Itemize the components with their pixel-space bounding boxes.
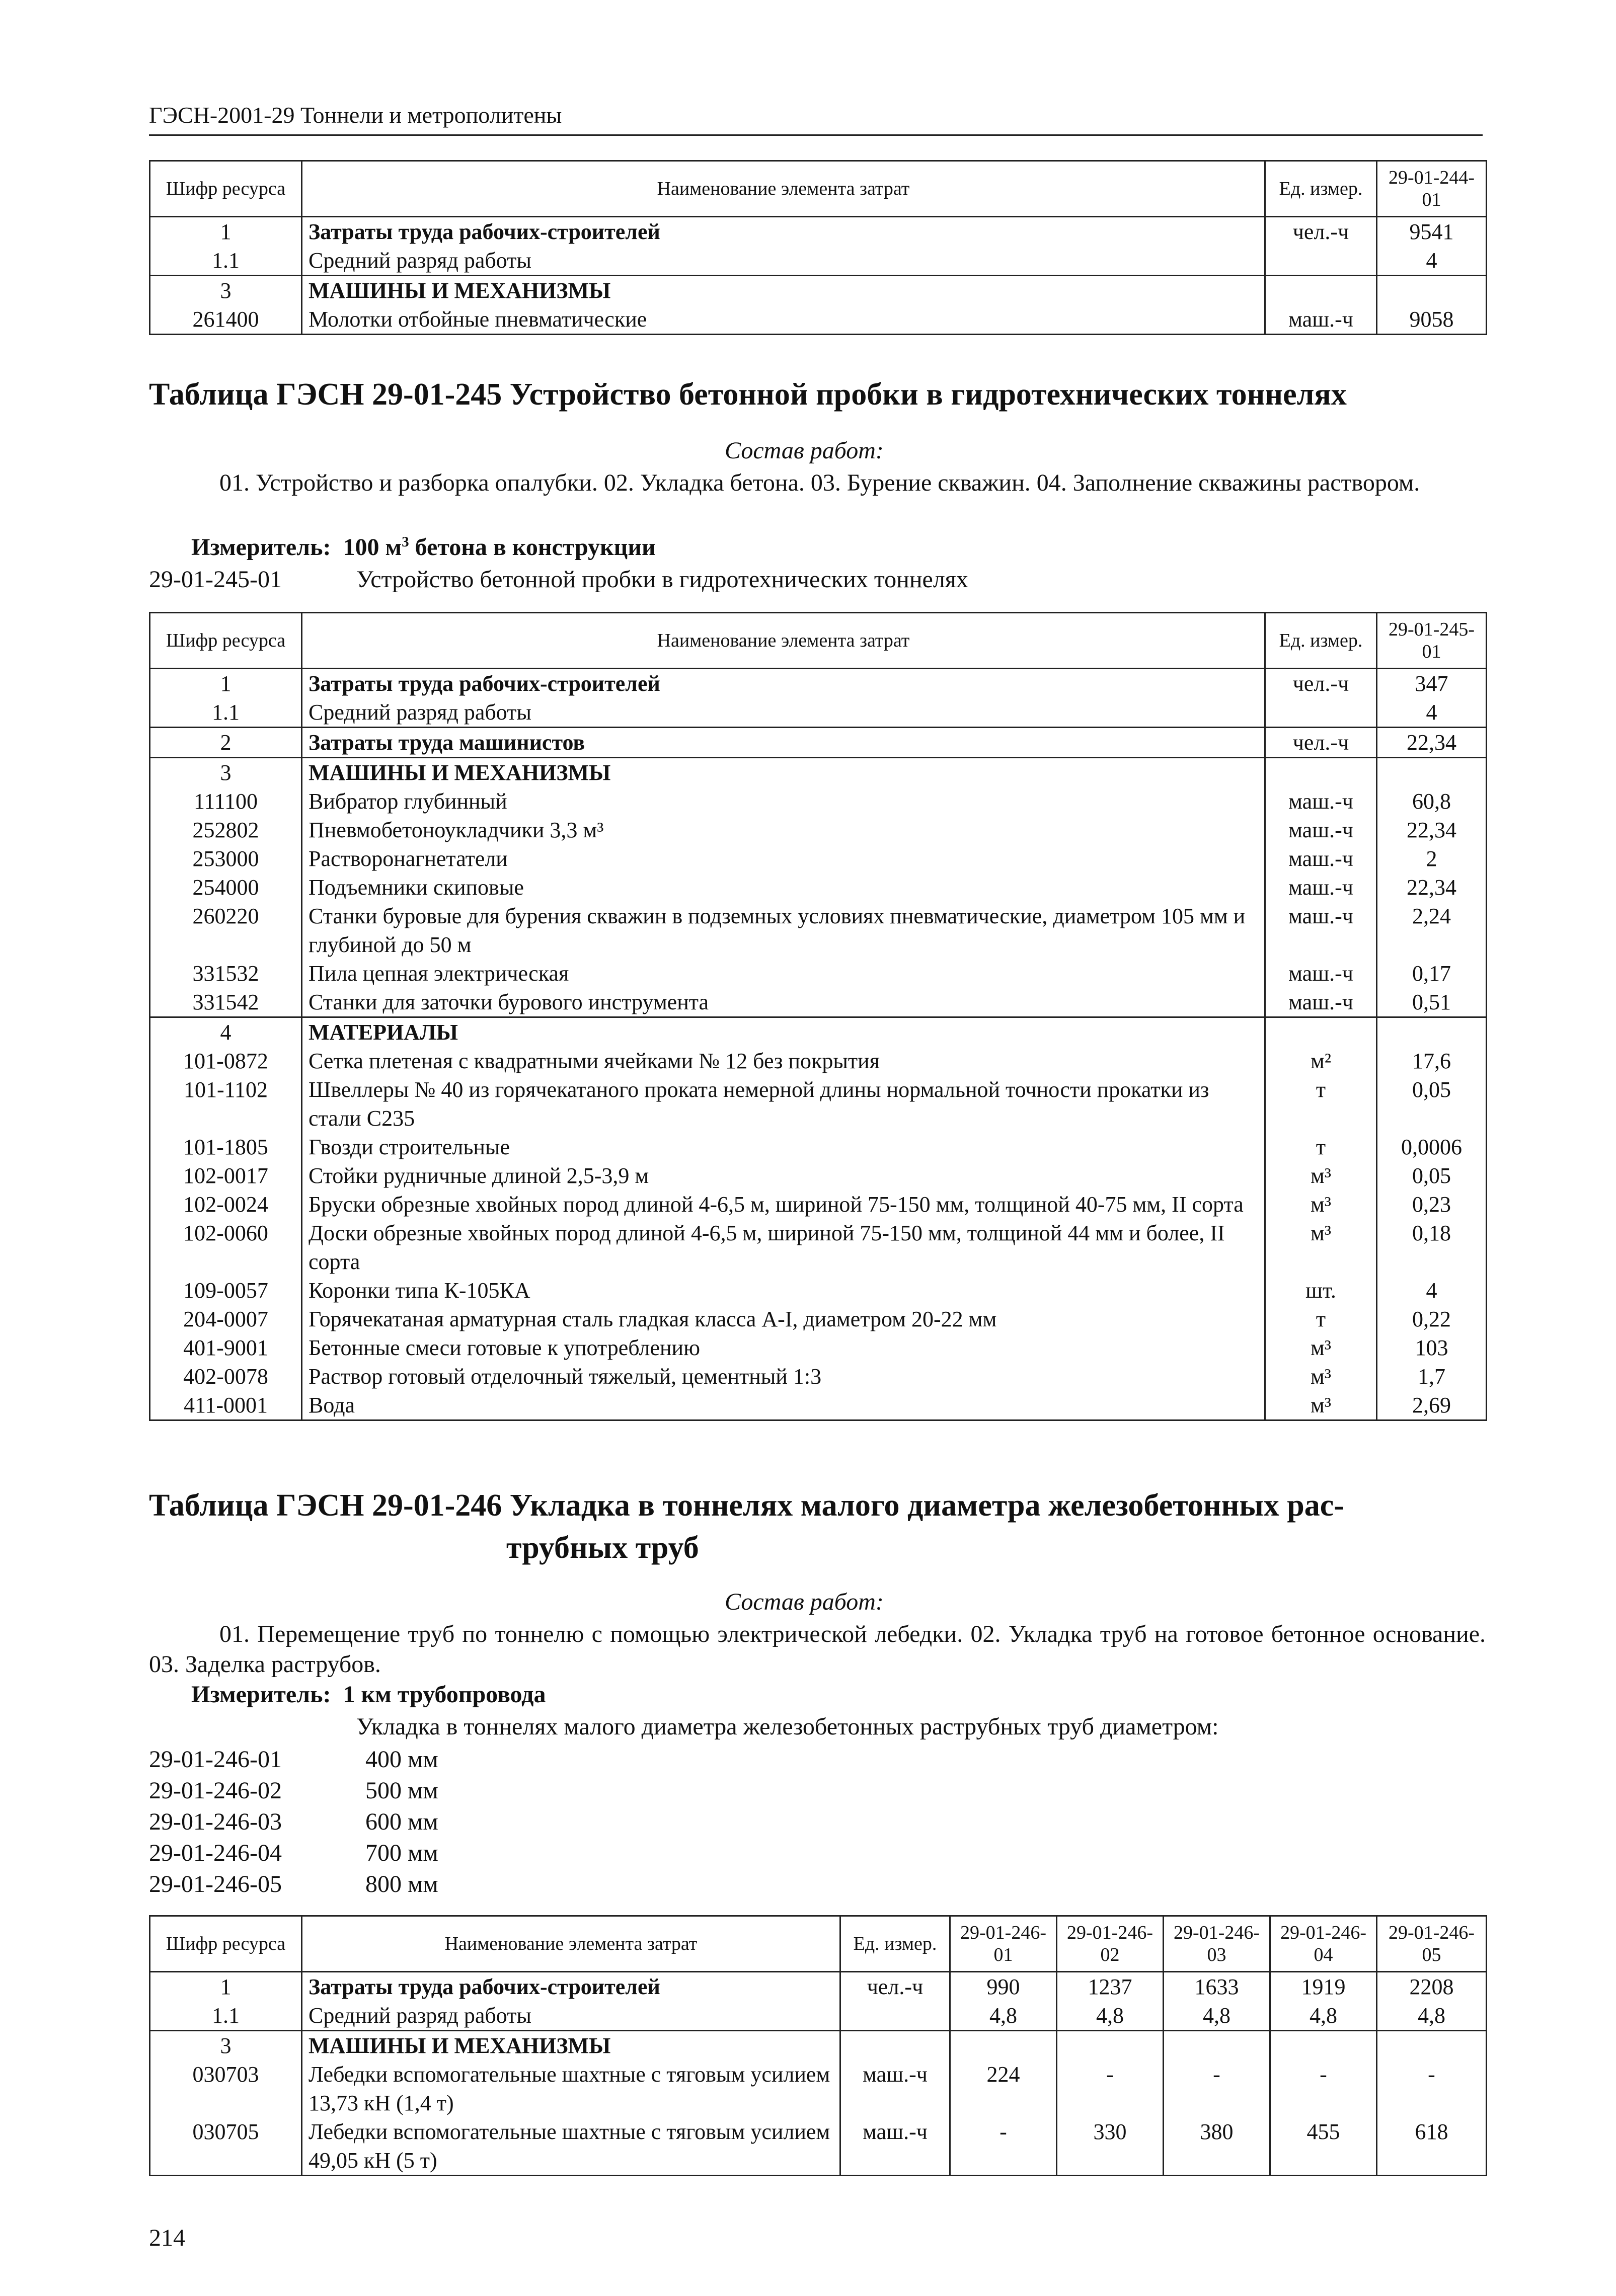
cell-value: 347 — [1377, 669, 1487, 698]
cell-code: 3 — [150, 2031, 302, 2061]
cell-name: Коронки типа К-105КА — [302, 1276, 1265, 1305]
cell-unit: шт. — [1265, 1276, 1377, 1305]
cell-name: МАШИНЫ И МЕХАНИЗМЫ — [302, 2031, 840, 2061]
table-245-item — [149, 566, 968, 593]
col-value-header: 29-01-244-01 — [1377, 161, 1487, 217]
cell-name: Бетонные смеси готовые к употреблению — [302, 1333, 1265, 1362]
cell-value: 1919 — [1270, 1972, 1377, 2002]
cell-value: 4 — [1377, 1276, 1487, 1305]
item-code: 29-01-246-01 — [149, 1746, 282, 1773]
cell-value: 60,8 — [1377, 787, 1487, 816]
cell-unit: м³ — [1265, 1219, 1377, 1276]
table-row — [150, 1333, 1487, 1362]
cell-value: 2 — [1377, 844, 1487, 873]
table-245-measure — [191, 533, 656, 561]
cell-value — [1057, 2031, 1164, 2061]
cell-value — [1377, 758, 1487, 787]
cell-unit: маш.-ч — [840, 2117, 950, 2176]
cell-name: Затраты труда рабочих-строителей — [302, 217, 1265, 247]
table-246-works: 01. Перемещение труб по тоннелю с помощью электрической лебедки. 02. Укладка труб на готовое бетонное основание. 03. Заделка раструбов. — [149, 1621, 1486, 1678]
cell-value — [1377, 1017, 1487, 1047]
cell-value: - — [1164, 2060, 1270, 2117]
cell-name: Затраты труда машинистов — [302, 728, 1265, 758]
table-row — [150, 2117, 1487, 2176]
cell-value: 22,34 — [1377, 816, 1487, 844]
table-row — [150, 959, 1487, 988]
cell-unit: т — [1265, 1075, 1377, 1133]
table-row — [150, 305, 1487, 335]
table-row — [150, 217, 1487, 247]
cell-name: Вода — [302, 1391, 1265, 1420]
cell-value: - — [1057, 2060, 1164, 2117]
item-line — [149, 1838, 438, 1869]
table-245-works: 01. Устройство и разборка опалубки. 02. Укладка бетона. 03. Бурение скважин. 04. Заполнение скважины раствором. — [219, 469, 1420, 496]
col-value-header: 29-01-246-02 — [1057, 1916, 1164, 1972]
cell-value: 1633 — [1164, 1972, 1270, 2002]
cell-name: Растворонагнетатели — [302, 844, 1265, 873]
item-line — [149, 1744, 438, 1775]
cell-unit — [1265, 1017, 1377, 1047]
cell-value: 4,8 — [1270, 2001, 1377, 2031]
cell-value: 618 — [1377, 2117, 1487, 2176]
table-246-works-heading: Состав работ: — [725, 1589, 884, 1615]
table-row — [150, 2060, 1487, 2117]
cell-code: 1.1 — [150, 2001, 302, 2031]
cell-code: 261400 — [150, 305, 302, 335]
cell-value: 0,22 — [1377, 1305, 1487, 1333]
cell-unit — [840, 2001, 950, 2031]
item-code: 29-01-246-02 — [149, 1777, 282, 1804]
col-unit-header: Ед. измер. — [1265, 161, 1377, 217]
cell-unit: чел.-ч — [840, 1972, 950, 2002]
table-row — [150, 1362, 1487, 1391]
table-246-measure — [191, 1681, 546, 1708]
cell-code: 252802 — [150, 816, 302, 844]
cell-value — [1377, 2031, 1487, 2061]
cell-code: 030705 — [150, 2117, 302, 2176]
measure-label: Измеритель: — [191, 534, 331, 561]
item-name: 400 мм — [365, 1746, 438, 1773]
col-value-header: 29-01-246-01 — [950, 1916, 1057, 1972]
table-row — [150, 1161, 1487, 1190]
cell-code: 102-0024 — [150, 1190, 302, 1219]
cell-value — [1270, 2031, 1377, 2061]
table-row — [150, 1190, 1487, 1219]
table-row — [150, 1219, 1487, 1276]
col-value-header: 29-01-246-04 — [1270, 1916, 1377, 1972]
table-row — [150, 1276, 1487, 1305]
cell-code: 254000 — [150, 873, 302, 902]
cell-code: 1 — [150, 669, 302, 698]
cell-value: 0,17 — [1377, 959, 1487, 988]
table-245-title: Таблица ГЭСН 29-01-245 Устройство бетонной пробки в гидротехнических тоннелях — [149, 377, 1347, 412]
cell-value: 2,24 — [1377, 902, 1487, 959]
cell-unit — [1265, 246, 1377, 276]
page-number: 214 — [149, 2225, 185, 2251]
table-row — [150, 988, 1487, 1017]
cell-value: 4,8 — [1377, 2001, 1487, 2031]
item-line — [149, 1869, 438, 1900]
cell-code: 1 — [150, 1972, 302, 2002]
cell-unit: маш.-ч — [1265, 873, 1377, 902]
cell-code: 1.1 — [150, 246, 302, 276]
cell-value: 330 — [1057, 2117, 1164, 2176]
cell-unit: т — [1265, 1305, 1377, 1333]
cell-code: 253000 — [150, 844, 302, 873]
table-row — [150, 816, 1487, 844]
cell-value — [950, 2031, 1057, 2061]
cell-name: МАШИНЫ И МЕХАНИЗМЫ — [302, 758, 1265, 787]
cell-name: Затраты труда рабочих-строителей — [302, 1972, 840, 2002]
cell-value — [1164, 2031, 1270, 2061]
item-code: 29-01-245-01 — [149, 566, 282, 593]
cell-unit — [1265, 698, 1377, 728]
cell-name: Бруски обрезные хвойных пород длиной 4-6,5 м, шириной 75-150 мм, толщиной 40-75 мм, II сорта — [302, 1190, 1265, 1219]
cell-unit: чел.-ч — [1265, 217, 1377, 247]
table-244 — [149, 160, 1487, 335]
cell-value: 2,69 — [1377, 1391, 1487, 1420]
item-name: 500 мм — [365, 1777, 438, 1804]
item-code: 29-01-246-03 — [149, 1808, 282, 1835]
cell-code: 331532 — [150, 959, 302, 988]
cell-name: Пневмобетоноукладчики 3,3 м³ — [302, 816, 1265, 844]
table-246-items — [149, 1744, 438, 1900]
page-header: ГЭСН-2001-29 Тоннели и метрополитены — [149, 102, 1483, 136]
cell-code: 101-1805 — [150, 1133, 302, 1161]
cell-code: 111100 — [150, 787, 302, 816]
table-row — [150, 1972, 1487, 2002]
cell-name: Подъемники скиповые — [302, 873, 1265, 902]
table-row — [150, 787, 1487, 816]
item-code: 29-01-246-05 — [149, 1871, 282, 1897]
cell-code: 1.1 — [150, 698, 302, 728]
table-row — [150, 1133, 1487, 1161]
cell-value: 2208 — [1377, 1972, 1487, 2002]
cell-unit: маш.-ч — [1265, 787, 1377, 816]
cell-code: 030703 — [150, 2060, 302, 2117]
title-line-1: Таблица ГЭСН 29-01-246 Укладка в тоннелях малого диаметра железобетонных рас- — [149, 1488, 1344, 1523]
cell-code: 402-0078 — [150, 1362, 302, 1391]
table-row — [150, 873, 1487, 902]
cell-value: 4 — [1377, 246, 1487, 276]
cell-code: 3 — [150, 758, 302, 787]
table-row — [150, 2001, 1487, 2031]
cell-name: Молотки отбойные пневматические — [302, 305, 1265, 335]
cell-unit: маш.-ч — [1265, 902, 1377, 959]
cell-name: Затраты труда рабочих-строителей — [302, 669, 1265, 698]
col-code-header: Шифр ресурса — [150, 613, 302, 669]
cell-unit: маш.-ч — [840, 2060, 950, 2117]
cell-value: 990 — [950, 1972, 1057, 2002]
cell-name: МАТЕРИАЛЫ — [302, 1017, 1265, 1047]
cell-value: 22,34 — [1377, 873, 1487, 902]
cell-value: 17,6 — [1377, 1047, 1487, 1075]
table-row — [150, 246, 1487, 276]
cell-name: Гвозди строительные — [302, 1133, 1265, 1161]
cell-name: Станки буровые для бурения скважин в подземных условиях пневматические, диаметром 105 мм и глубиной до 50 м — [302, 902, 1265, 959]
table-row — [150, 276, 1487, 305]
measure-value: 100 м — [343, 534, 402, 561]
table-246-title — [149, 1484, 1508, 1569]
table-row — [150, 2031, 1487, 2061]
cell-name: Вибратор глубинный — [302, 787, 1265, 816]
cell-code: 331542 — [150, 988, 302, 1017]
cell-code: 204-0007 — [150, 1305, 302, 1333]
cell-code: 411-0001 — [150, 1391, 302, 1420]
cell-unit: чел.-ч — [1265, 728, 1377, 758]
cell-value: 4,8 — [950, 2001, 1057, 2031]
cell-code: 401-9001 — [150, 1333, 302, 1362]
table-row — [150, 1075, 1487, 1133]
cell-value: 9541 — [1377, 217, 1487, 247]
cell-name: Лебедки вспомогательные шахтные с тяговым усилием 13,73 кН (1,4 т) — [302, 2060, 840, 2117]
cell-name: Горячекатаная арматурная сталь гладкая класса А-I, диаметром 20-22 мм — [302, 1305, 1265, 1333]
cell-name: Лебедки вспомогательные шахтные с тяговым усилием 49,05 кН (5 т) — [302, 2117, 840, 2176]
cell-unit: маш.-ч — [1265, 816, 1377, 844]
cell-code: 102-0017 — [150, 1161, 302, 1190]
cell-code: 2 — [150, 728, 302, 758]
cell-name: Станки для заточки бурового инструмента — [302, 988, 1265, 1017]
cell-unit: маш.-ч — [1265, 844, 1377, 873]
cell-value: 0,05 — [1377, 1161, 1487, 1190]
measure-sup: 3 — [402, 534, 409, 550]
cell-code: 101-0872 — [150, 1047, 302, 1075]
cell-code: 260220 — [150, 902, 302, 959]
table-245-works-heading: Состав работ: — [725, 437, 884, 464]
cell-unit: м³ — [1265, 1391, 1377, 1420]
item-line — [149, 1775, 438, 1806]
cell-name: Стойки рудничные длиной 2,5-3,9 м — [302, 1161, 1265, 1190]
table-row — [150, 758, 1487, 787]
cell-unit: м³ — [1265, 1362, 1377, 1391]
col-value-header: 29-01-246-05 — [1377, 1916, 1487, 1972]
item-name: 600 мм — [365, 1808, 438, 1835]
cell-unit: маш.-ч — [1265, 959, 1377, 988]
table-row — [150, 1391, 1487, 1420]
cell-name: Средний разряд работы — [302, 698, 1265, 728]
table-row — [150, 902, 1487, 959]
table-245 — [149, 612, 1487, 1421]
cell-code: 101-1102 — [150, 1075, 302, 1133]
cell-unit: м³ — [1265, 1190, 1377, 1219]
col-code-header: Шифр ресурса — [150, 161, 302, 217]
table-row — [150, 669, 1487, 698]
item-code: 29-01-246-04 — [149, 1840, 282, 1866]
cell-code: 4 — [150, 1017, 302, 1047]
table-row — [150, 1017, 1487, 1047]
col-unit-header: Ед. измер. — [1265, 613, 1377, 669]
cell-value: 103 — [1377, 1333, 1487, 1362]
table-246-intro: Укладка в тоннелях малого диаметра железобетонных раструбных труб диаметром: — [356, 1713, 1219, 1740]
cell-name: Средний разряд работы — [302, 2001, 840, 2031]
cell-name: Швеллеры № 40 из горячекатаного проката немерной длины нормальной точности прокатки из стали С235 — [302, 1075, 1265, 1133]
cell-unit: м³ — [1265, 1333, 1377, 1362]
cell-value: 0,23 — [1377, 1190, 1487, 1219]
cell-code: 3 — [150, 276, 302, 305]
table-row — [150, 698, 1487, 728]
item-name: 800 мм — [365, 1871, 438, 1897]
cell-unit — [840, 2031, 950, 2061]
cell-value: 0,18 — [1377, 1219, 1487, 1276]
cell-value: - — [1270, 2060, 1377, 2117]
col-name-header: Наименование элемента затрат — [302, 1916, 840, 1972]
cell-name: Сетка плетеная с квадратными ячейками № 12 без покрытия — [302, 1047, 1265, 1075]
col-name-header: Наименование элемента затрат — [302, 613, 1265, 669]
item-name: 700 мм — [365, 1840, 438, 1866]
table-row — [150, 728, 1487, 758]
cell-code: 1 — [150, 217, 302, 247]
cell-value: - — [950, 2117, 1057, 2176]
cell-value: 4,8 — [1057, 2001, 1164, 2031]
cell-value — [1377, 276, 1487, 305]
cell-value: 380 — [1164, 2117, 1270, 2176]
cell-value: 22,34 — [1377, 728, 1487, 758]
cell-value: - — [1377, 2060, 1487, 2117]
cell-value: 0,51 — [1377, 988, 1487, 1017]
cell-name: МАШИНЫ И МЕХАНИЗМЫ — [302, 276, 1265, 305]
cell-value: 455 — [1270, 2117, 1377, 2176]
cell-name: Доски обрезные хвойных пород длиной 4-6,5 м, шириной 75-150 мм, толщиной 44 мм и более, II сорта — [302, 1219, 1265, 1276]
cell-unit — [1265, 276, 1377, 305]
cell-value: 9058 — [1377, 305, 1487, 335]
col-code-header: Шифр ресурса — [150, 1916, 302, 1972]
measure-value: 1 км трубопровода — [343, 1681, 546, 1708]
cell-value: 224 — [950, 2060, 1057, 2117]
cell-unit: м² — [1265, 1047, 1377, 1075]
measure-label: Измеритель: — [191, 1681, 331, 1708]
table-row — [150, 1047, 1487, 1075]
cell-value: 1237 — [1057, 1972, 1164, 2002]
cell-name: Средний разряд работы — [302, 246, 1265, 276]
table-246 — [149, 1915, 1487, 2176]
col-unit-header: Ед. измер. — [840, 1916, 950, 1972]
cell-name: Пила цепная электрическая — [302, 959, 1265, 988]
cell-value: 0,05 — [1377, 1075, 1487, 1133]
cell-unit: м³ — [1265, 1161, 1377, 1190]
title-line-2: трубных труб — [506, 1531, 699, 1565]
cell-code: 102-0060 — [150, 1219, 302, 1276]
col-value-header: 29-01-246-03 — [1164, 1916, 1270, 1972]
cell-unit: чел.-ч — [1265, 669, 1377, 698]
measure-value-tail: бетона в конструкции — [409, 534, 656, 561]
item-name: Устройство бетонной пробки в гидротехнических тоннелях — [356, 566, 968, 593]
cell-value: 1,7 — [1377, 1362, 1487, 1391]
col-value-header: 29-01-245-01 — [1377, 613, 1487, 669]
cell-unit — [1265, 758, 1377, 787]
cell-value: 4 — [1377, 698, 1487, 728]
cell-value: 4,8 — [1164, 2001, 1270, 2031]
cell-name: Раствор готовый отделочный тяжелый, цементный 1:3 — [302, 1362, 1265, 1391]
table-row — [150, 1305, 1487, 1333]
cell-value: 0,0006 — [1377, 1133, 1487, 1161]
table-row — [150, 844, 1487, 873]
cell-unit: маш.-ч — [1265, 305, 1377, 335]
cell-unit: т — [1265, 1133, 1377, 1161]
cell-code: 109-0057 — [150, 1276, 302, 1305]
cell-unit: маш.-ч — [1265, 988, 1377, 1017]
col-name-header: Наименование элемента затрат — [302, 161, 1265, 217]
item-line — [149, 1806, 438, 1838]
